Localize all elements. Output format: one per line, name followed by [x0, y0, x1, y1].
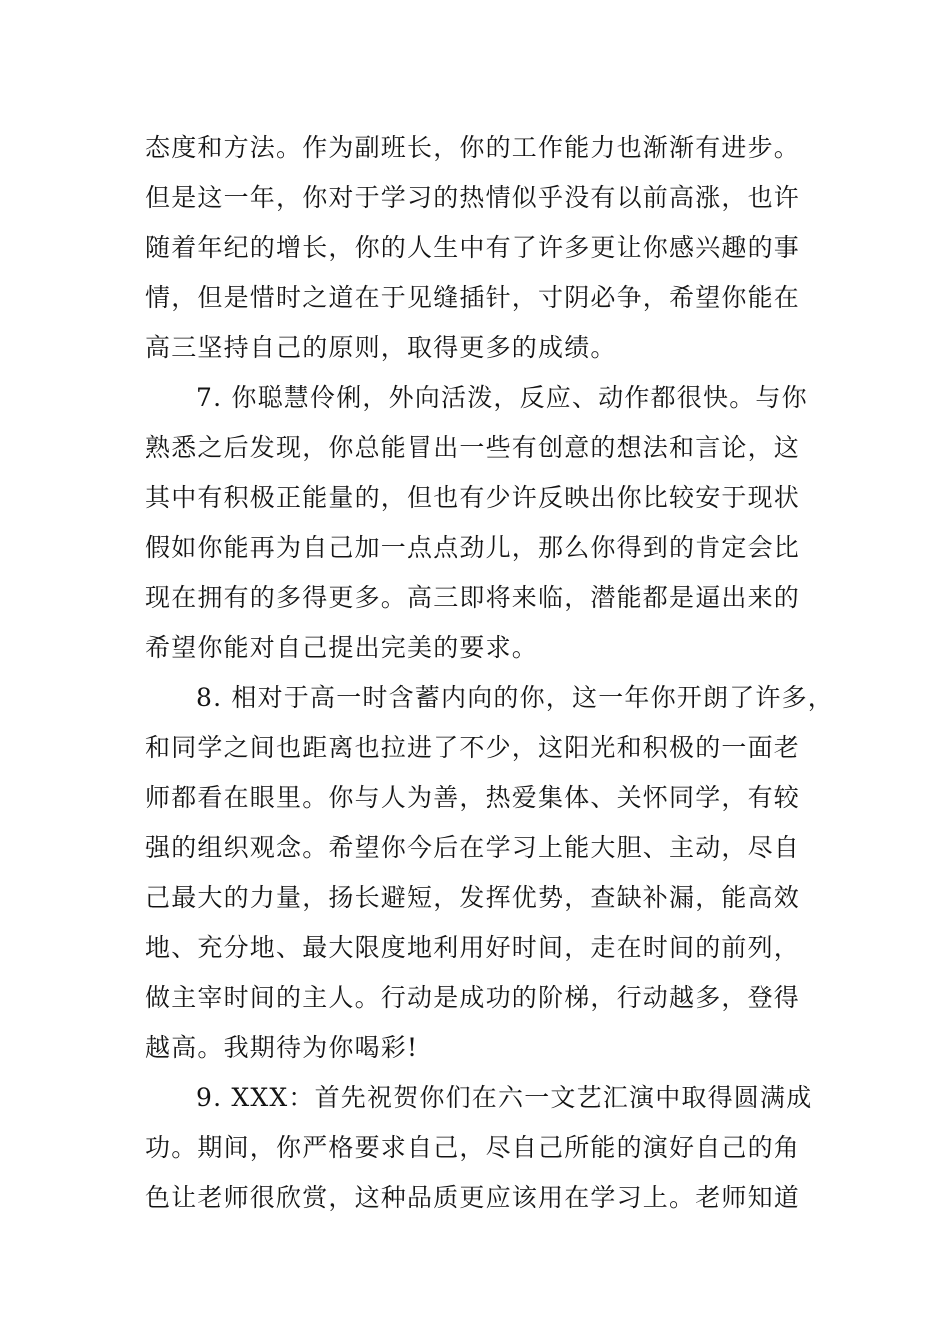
text-line: 做主宰时间的主人。行动是成功的阶梯，行动越多，登得 — [145, 983, 801, 1012]
text-line: 态度和方法。作为副班长，你的工作能力也渐渐有进步。 — [145, 133, 801, 162]
text-line: 越高。我期待为你喝彩! — [145, 1033, 419, 1062]
text-line: 色让老师很欣赏，这种品质更应该用在学习上。老师知道 — [145, 1183, 801, 1212]
text-line: 随着年纪的增长，你的人生中有了许多更让你感兴趣的事 — [145, 233, 801, 262]
text-line: 但是这一年，你对于学习的热情似乎没有以前高涨，也许 — [145, 183, 801, 212]
text-line: 熟悉之后发现，你总能冒出一些有创意的想法和言论，这 — [145, 433, 801, 462]
text-line: 强的组织观念。希望你今后在学习上能大胆、主动，尽自 — [145, 833, 801, 862]
text-line: 己最大的力量，扬长避短，发挥优势，查缺补漏，能高效 — [145, 883, 801, 912]
text-line: 其中有积极正能量的，但也有少许反映出你比较安于现状 — [145, 483, 801, 512]
paragraph-7-start: 7. 你聪慧伶俐，外向活泼，反应、动作都很快。与你 — [196, 383, 808, 412]
text-line: 希望你能对自己提出完美的要求。 — [145, 633, 539, 662]
paragraph-9-start: 9. XXX：首先祝贺你们在六一文艺汇演中取得圆满成 — [196, 1083, 813, 1112]
text-line: 现在拥有的多得更多。高三即将来临，潜能都是逼出来的 — [145, 583, 801, 612]
text-line: 假如你能再为自己加一点点劲儿，那么你得到的肯定会比 — [145, 533, 801, 562]
text-line: 地、充分地、最大限度地利用好时间，走在时间的前列， — [145, 933, 801, 962]
text-line: 高三坚持自己的原则，取得更多的成绩。 — [145, 333, 617, 362]
text-line: 和同学之间也距离也拉进了不少，这阳光和积极的一面老 — [145, 733, 801, 762]
text-line: 功。期间，你严格要求自己，尽自己所能的演好自己的角 — [145, 1133, 801, 1162]
paragraph-8-start: 8. 相对于高一时含蓄内向的你，这一年你开朗了许多， — [196, 683, 835, 712]
text-line: 师都看在眼里。你与人为善，热爱集体、关怀同学，有较 — [145, 783, 801, 812]
text-line: 情，但是惜时之道在于见缝插针，寸阴必争，希望你能在 — [145, 283, 801, 312]
